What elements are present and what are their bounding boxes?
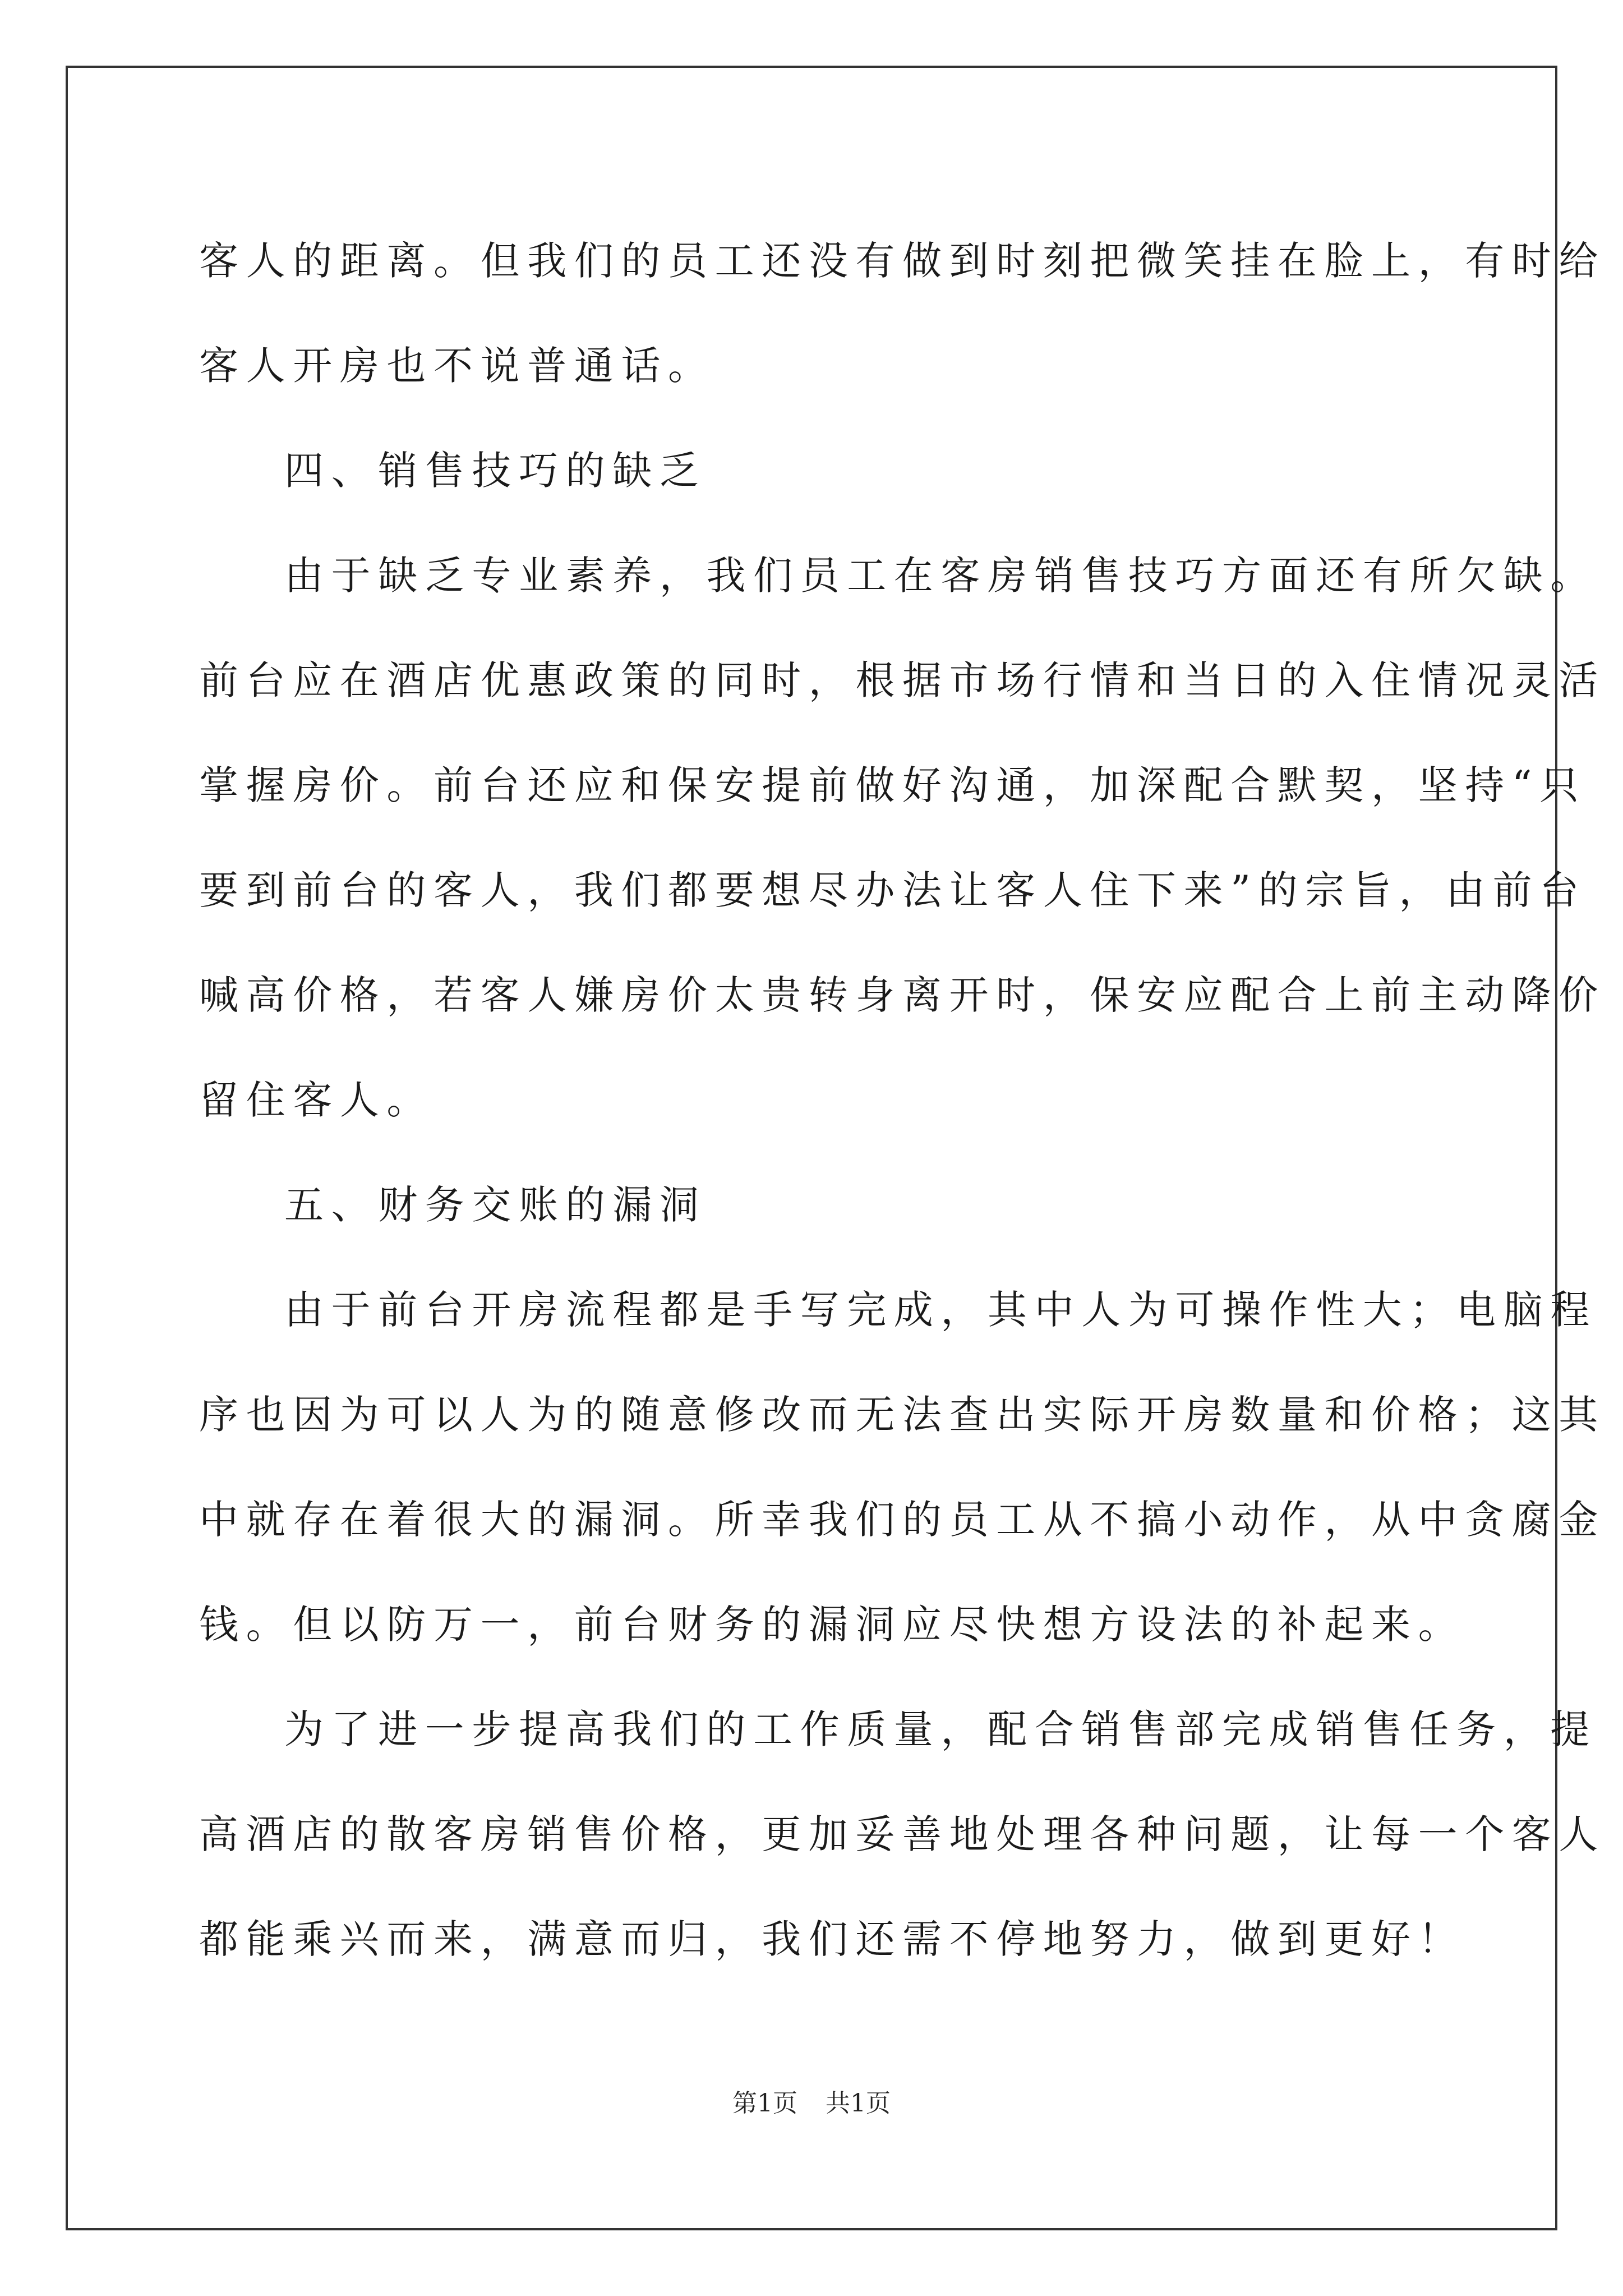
text-line: 客人的距离。但我们的员工还没有做到时刻把微笑挂在脸上，有时给: [199, 238, 1606, 284]
text-line: 掌握房价。前台还应和保安提前做好沟通，加深配合默契，坚持“只: [199, 762, 1587, 808]
text-line: 由于缺乏专业素养，我们员工在客房销售技巧方面还有所欠缺。: [284, 553, 1597, 599]
text-line: 为了进一步提高我们的工作质量，配合销售部完成销售任务，提: [284, 1706, 1597, 1752]
text-line: 中就存在着很大的漏洞。所幸我们的员工从不搞小动作，从中贪腐金: [199, 1497, 1606, 1543]
text-line: 要到前台的客人，我们都要想尽办法让客人住下来”的宗旨，由前台: [199, 867, 1587, 913]
text-line: 都能乘兴而来，满意而归，我们还需不停地努力，做到更好！: [199, 1916, 1465, 1962]
page-footer: [0, 2087, 1623, 2120]
text-line: 高酒店的散客房销售价格，更加妥善地处理各种问题，让每一个客人: [199, 1811, 1606, 1857]
text-line: 钱。但以防万一，前台财务的漏洞应尽快想方设法的补起来。: [199, 1602, 1465, 1648]
text-line: 前台应在酒店优惠政策的同时，根据市场行情和当日的入住情况灵活: [199, 657, 1606, 703]
text-line: 留住客人。: [199, 1077, 434, 1123]
text-line: 喊高价格，若客人嫌房价太贵转身离开时，保安应配合上前主动降价: [199, 972, 1606, 1018]
text-line: 客人开房也不说普通话。: [199, 343, 715, 389]
section-heading: 五、财务交账的漏洞: [284, 1182, 707, 1228]
text-line: 序也因为可以人为的随意修改而无法查出实际开房数量和价格；这其: [199, 1392, 1606, 1438]
page-number: 第1页: [732, 2089, 797, 2118]
document-body: [199, 209, 1606, 1992]
section-heading: 四、销售技巧的缺乏: [284, 448, 707, 494]
page-total: 共1页: [826, 2089, 891, 2118]
text-line: 由于前台开房流程都是手写完成，其中人为可操作性大；电脑程: [284, 1287, 1597, 1333]
